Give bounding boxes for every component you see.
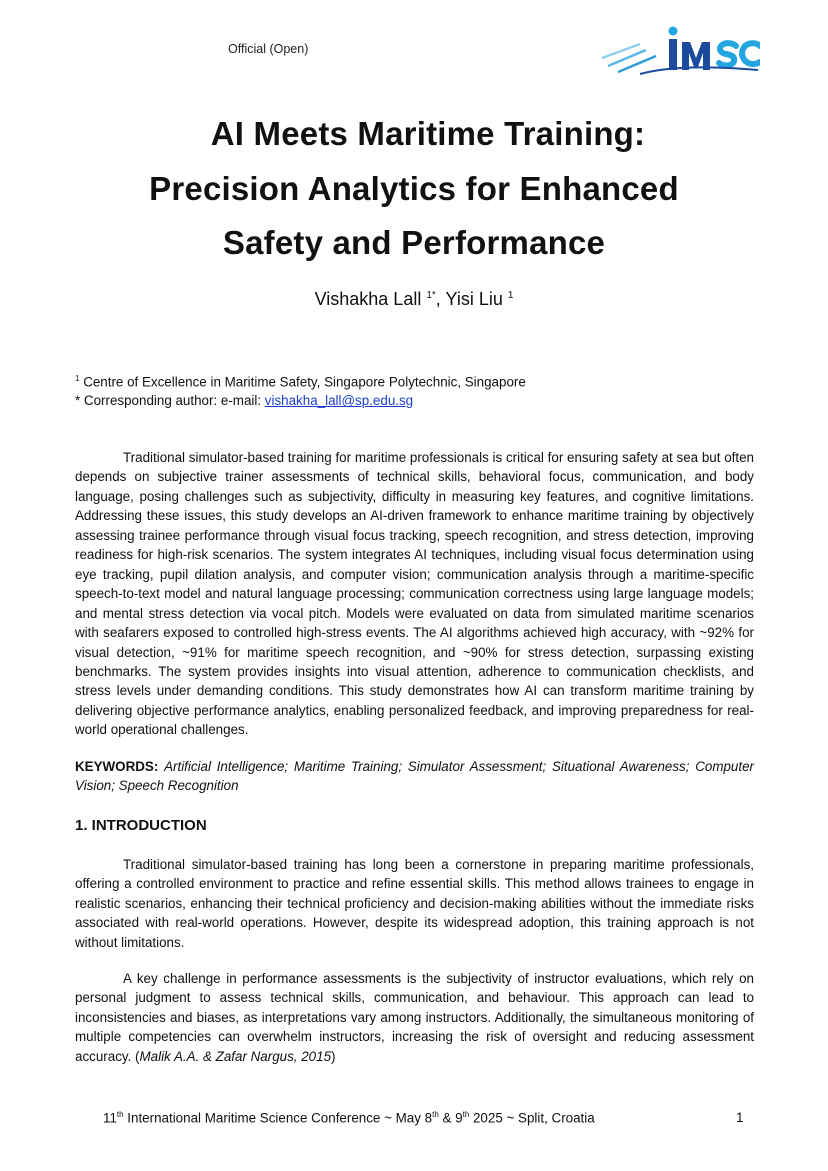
page-number: 1	[736, 1110, 744, 1125]
author-name: Vishakha Lall	[314, 289, 422, 309]
paper-title-line-2: Precision Analytics for Enhanced	[149, 170, 679, 207]
affiliation-mark: 1	[75, 374, 80, 383]
keywords-label: KEYWORDS:	[75, 759, 159, 774]
footer-text: International Maritime Science Conference ~ May 8	[123, 1110, 433, 1126]
footer-text: 2025 ~ Split, Croatia	[469, 1110, 595, 1126]
paper-title-line-3: Safety and Performance	[222, 224, 606, 261]
author-separator: ,	[435, 289, 446, 309]
introduction-paragraph-1: Traditional simulator-based training has long been a cornerstone in preparing maritime professionals, offering a controlled environment to practice and refine essential skills. This method allows trainees to engage in realistic scenarios, enhancing their technical proficiency and decision-making abilities without the immediate risks associated with real-world operations. However, despite its widespread adoption, this training approach is not without limitations.	[75, 857, 754, 950]
author-affiliation-mark: 1	[507, 290, 514, 301]
paragraph-text: A key challenge in performance assessments is the subjectivity of instructor evaluations, which rely on personal judgment to assess technical skills, communication, and behaviour. This approach can lead to inconsistencies and biases, as interpretations vary among instructors. Additionally, the simultaneous monitoring of multiple competencies can overwhelm instructors, increasing the risk of oversight and reducing assessment accuracy. (	[75, 971, 754, 1064]
footer-sup: th	[432, 1110, 439, 1119]
page-footer	[103, 1110, 595, 1125]
author-affiliation-mark: 1*	[426, 290, 436, 301]
abstract-paragraph: Traditional simulator-based training for maritime professionals is critical for ensuring safety at sea but often depends on subjective trainer assessments of technical skills, behavioral focus, communication, and body language, posing challenges such as subjectivity, difficulty in measuring key features, and cognitive limitations. Addressing these issues, this study develops an AI-driven framework to enhance maritime training by objectively assessing trainee performance through visual focus tracking, speech recognition, and stress detection, improving readiness for high-risk scenarios. The system integrates AI techniques, including visual focus determination using eye tracking, pupil dilation analysis, and computer vision; communication analysis through a maritime-specific speech-to-text model and natural language processing; communication correctness using large language models; and mental stress detection via vocal pitch. Models were evaluated on data from simulated maritime scenarios with seafarers exposed to controlled high-stress events. The AI algorithms achieved high accuracy, with ~92% for visual detection, ~91% for maritime speech recognition, and ~90% for stress detection, surpassing existing benchmarks. The system provides insights into visual attention, adherence to communication checklists, and stress levels under demanding conditions. This study demonstrates how AI can transform maritime training by delivering objective performance analytics, enabling personalized feedback, and improving preparedness for real-world operational challenges.	[75, 450, 754, 738]
footer-sup: th	[462, 1110, 470, 1119]
introduction-paragraph-2	[75, 969, 754, 1066]
citation: Malik A.A. & Zafar Nargus, 2015	[139, 1048, 332, 1064]
footer-text: 11	[103, 1110, 117, 1126]
section-heading-introduction: 1. INTRODUCTION	[75, 817, 207, 834]
paper-title-line-1: AI Meets Maritime Training:	[210, 115, 646, 152]
affiliations	[75, 369, 526, 410]
author-list	[0, 289, 828, 310]
footer-text: & 9	[438, 1110, 463, 1126]
author-name: Yisi Liu	[445, 289, 503, 309]
footer-sup: th	[116, 1110, 124, 1119]
corresponding-author-label: * Corresponding author: e-mail:	[75, 393, 265, 409]
paragraph-text-end: )	[331, 1048, 336, 1064]
keywords-paragraph	[75, 757, 754, 796]
imsc-logo	[600, 22, 760, 80]
corresponding-email-link[interactable]: vishakha_lall@sp.edu.sg	[264, 393, 414, 409]
corresponding-author-line	[75, 391, 526, 410]
imsc-logo-icon	[600, 22, 760, 80]
affiliation-line	[75, 369, 526, 391]
keywords-list: Artificial Intelligence; Maritime Training; Simulator Assessment; Situational Awareness; Computer Vision; Speech Recognition	[75, 759, 754, 794]
affiliation-text: Centre of Excellence in Maritime Safety, Singapore Polytechnic, Singapore	[83, 374, 526, 390]
classification-label: Official (Open)	[228, 42, 309, 56]
